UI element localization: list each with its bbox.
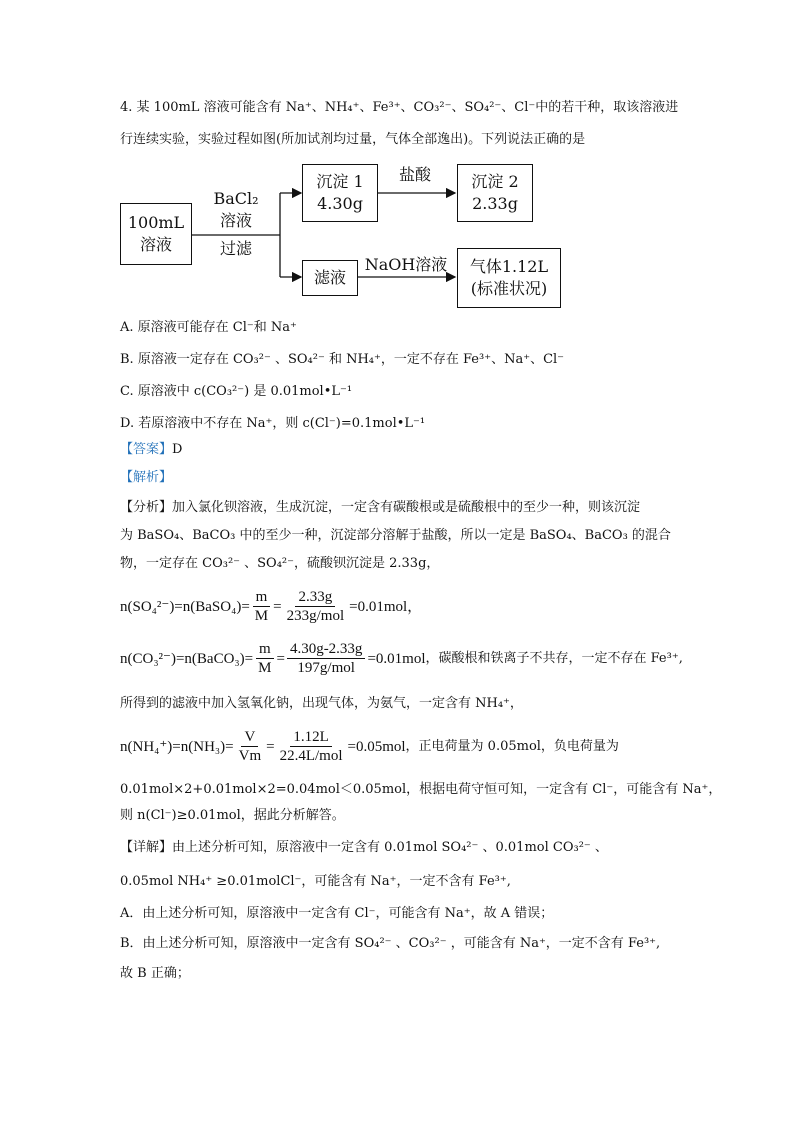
detail-paragraph-2: 0.05mol NH₄⁺ ≥0.01molCl⁻，可能含有 Na⁺，一定不含有 Fe³⁺, <box>120 874 511 889</box>
precipitate-1-box <box>302 164 378 222</box>
detail-paragraph-1: 【详解】由上述分析可知，原溶液中一定含有 0.01mol SO₄²⁻ 、0.01mol CO₃²⁻ 、 <box>120 840 608 855</box>
reagent-solution: 溶液 <box>219 211 252 230</box>
eq2-right: =0.01mol <box>367 650 426 667</box>
precipitate-1-mass: 4.30g <box>317 194 363 213</box>
eq1-fraction-1: $\frac{m}{M}$ <box>252 588 271 625</box>
equation-ammonium: n(NH₄⁺)=n(NH₃)= $\frac{V}{Vm}$ = $\frac{1.12L}{\text{22.4L/mol}}$ =0.05mol ，正电荷量为 0.05mol，负电荷量为 <box>120 729 619 764</box>
eq2-fraction-2: $\frac{4.30g-2.33g}{\text{197g/mol}}$ <box>287 640 366 677</box>
start-line-1: 100mL <box>127 213 185 232</box>
reagent-bacl2: BaCl₂ <box>213 189 259 208</box>
eq1-left: n(SO₄²⁻)=n(BaSO₄)= <box>120 598 250 615</box>
detail-option-b: B．由上述分析可知，原溶液中一定含有 SO₄²⁻ 、CO₃²⁻ ，可能含有 Na⁺，一定不含有 Fe³⁺, <box>120 936 661 951</box>
eq2-fraction-1: $\frac{m}{M}$ <box>255 640 274 677</box>
analysis-paragraph-1: 【分析】加入氯化钡溶液，生成沉淀，一定含有碳酸根或是硫酸根中的至少一种，则该沉淀 <box>120 500 641 515</box>
filtrate-box <box>302 260 358 296</box>
precipitate-1-label: 沉淀 1 <box>316 172 364 191</box>
question-line-1: 4. 某 100mL 溶液可能含有 Na⁺、NH₄⁺、Fe³⁺、CO₃²⁻、SO₄²⁻、Cl⁻中的若干种，取该溶液进 <box>120 100 679 115</box>
question-line-2: 行连续实验，实验过程如图(所加试剂均过量，气体全部逸出)。下列说法正确的是 <box>120 132 586 147</box>
analysis-paragraph-2: 为 BaSO₄、BaCO₃ 中的至少一种，沉淀部分溶解于盐酸，所以一定是 BaSO₄、BaCO₃ 的混合 <box>120 528 671 543</box>
gas-condition: (标准状况) <box>470 279 548 298</box>
precipitate-2-mass: 2.33g <box>472 194 518 213</box>
gas-volume: 气体1.12L <box>469 257 549 276</box>
hydrochloric-acid-label: 盐酸 <box>398 165 431 184</box>
eq1-right: =0.01mol， <box>349 598 423 615</box>
answer-label: 【答案】 <box>120 442 173 457</box>
filtrate-label: 滤液 <box>313 268 346 287</box>
analysis-paragraph-3: 物，一定存在 CO₃²⁻ 、SO₄²⁻，硫酸钡沉淀是 2.33g， <box>120 556 440 571</box>
reagent-filter: 过滤 <box>219 239 252 258</box>
start-line-2: 溶液 <box>139 235 172 254</box>
option-a: A. 原溶液可能存在 Cl⁻和 Na⁺ <box>120 320 297 335</box>
eq3-left: n(NH₄⁺)=n(NH₃)= <box>120 738 234 755</box>
eq2-left: n(CO₃²⁻)=n(BaCO₃)= <box>120 650 254 667</box>
answer-value: D <box>172 442 183 457</box>
option-d: D. 若原溶液中不存在 Na⁺，则 c(Cl⁻)=0.1mol•L⁻¹ <box>120 416 426 431</box>
eq3-right: =0.05mol <box>347 738 406 755</box>
answer-line <box>120 440 182 460</box>
analysis-paragraph-5: 0.01mol×2+0.01mol×2=0.04mol＜0.05mol，根据电荷守恒可知，一定含有 Cl⁻，可能含有 Na⁺， <box>120 782 722 797</box>
naoh-solution-label: NaOH溶液 <box>364 255 448 274</box>
equation-sulfate: n(SO₄²⁻)=n(BaSO₄)= $\frac{m}{M}$ = $\frac{2.33g}{\text{233g/mol}}$ =0.01mol， <box>120 589 423 624</box>
detail-option-b-conclusion: 故 B 正确； <box>120 966 190 981</box>
start-solution-box <box>120 203 192 265</box>
detail-option-a: A．由上述分析可知，原溶液中一定含有 Cl⁻，可能含有 Na⁺，故 A 错误； <box>120 906 554 921</box>
equation-carbonate: n(CO₃²⁻)=n(BaCO₃)= $\frac{m}{M}$ = $\frac{4.30g-2.33g}{\text{197g/mol}}$ =0.01mol ，碳酸根和铁离子不共存，一定不存在 Fe³⁺, <box>120 641 683 676</box>
analysis-paragraph-6: 则 n(Cl⁻)≥0.01mol，据此分析解答。 <box>120 808 345 823</box>
eq3-tail: ，正电荷量为 0.05mol，负电荷量为 <box>405 738 619 754</box>
analysis-paragraph-4: 所得到的滤液中加入氢氧化钠，出现气体，为氨气，一定含有 NH₄⁺， <box>120 696 523 711</box>
eq3-fraction-1: $\frac{V}{Vm}$ <box>238 729 262 764</box>
precipitate-2-label: 沉淀 2 <box>471 172 519 191</box>
eq2-tail: ，碳酸根和铁离子不共存，一定不存在 Fe³⁺, <box>425 650 683 666</box>
option-c: C. 原溶液中 c(CO₃²⁻) 是 0.01mol•L⁻¹ <box>120 384 353 399</box>
analysis-label: 【解析】 <box>120 470 173 485</box>
option-b: B. 原溶液一定存在 CO₃²⁻ 、SO₄²⁻ 和 NH₄⁺，一定不存在 Fe³⁺、Na⁺、Cl⁻ <box>120 352 565 367</box>
precipitate-2-box <box>457 164 533 222</box>
gas-box <box>457 248 561 308</box>
eq3-fraction-2: $\frac{1.12L}{\text{22.4L/mol}}$ <box>279 729 343 764</box>
eq1-fraction-2: $\frac{2.33g}{\text{233g/mol}}$ <box>286 589 345 624</box>
experiment-flow-diagram <box>120 160 580 310</box>
